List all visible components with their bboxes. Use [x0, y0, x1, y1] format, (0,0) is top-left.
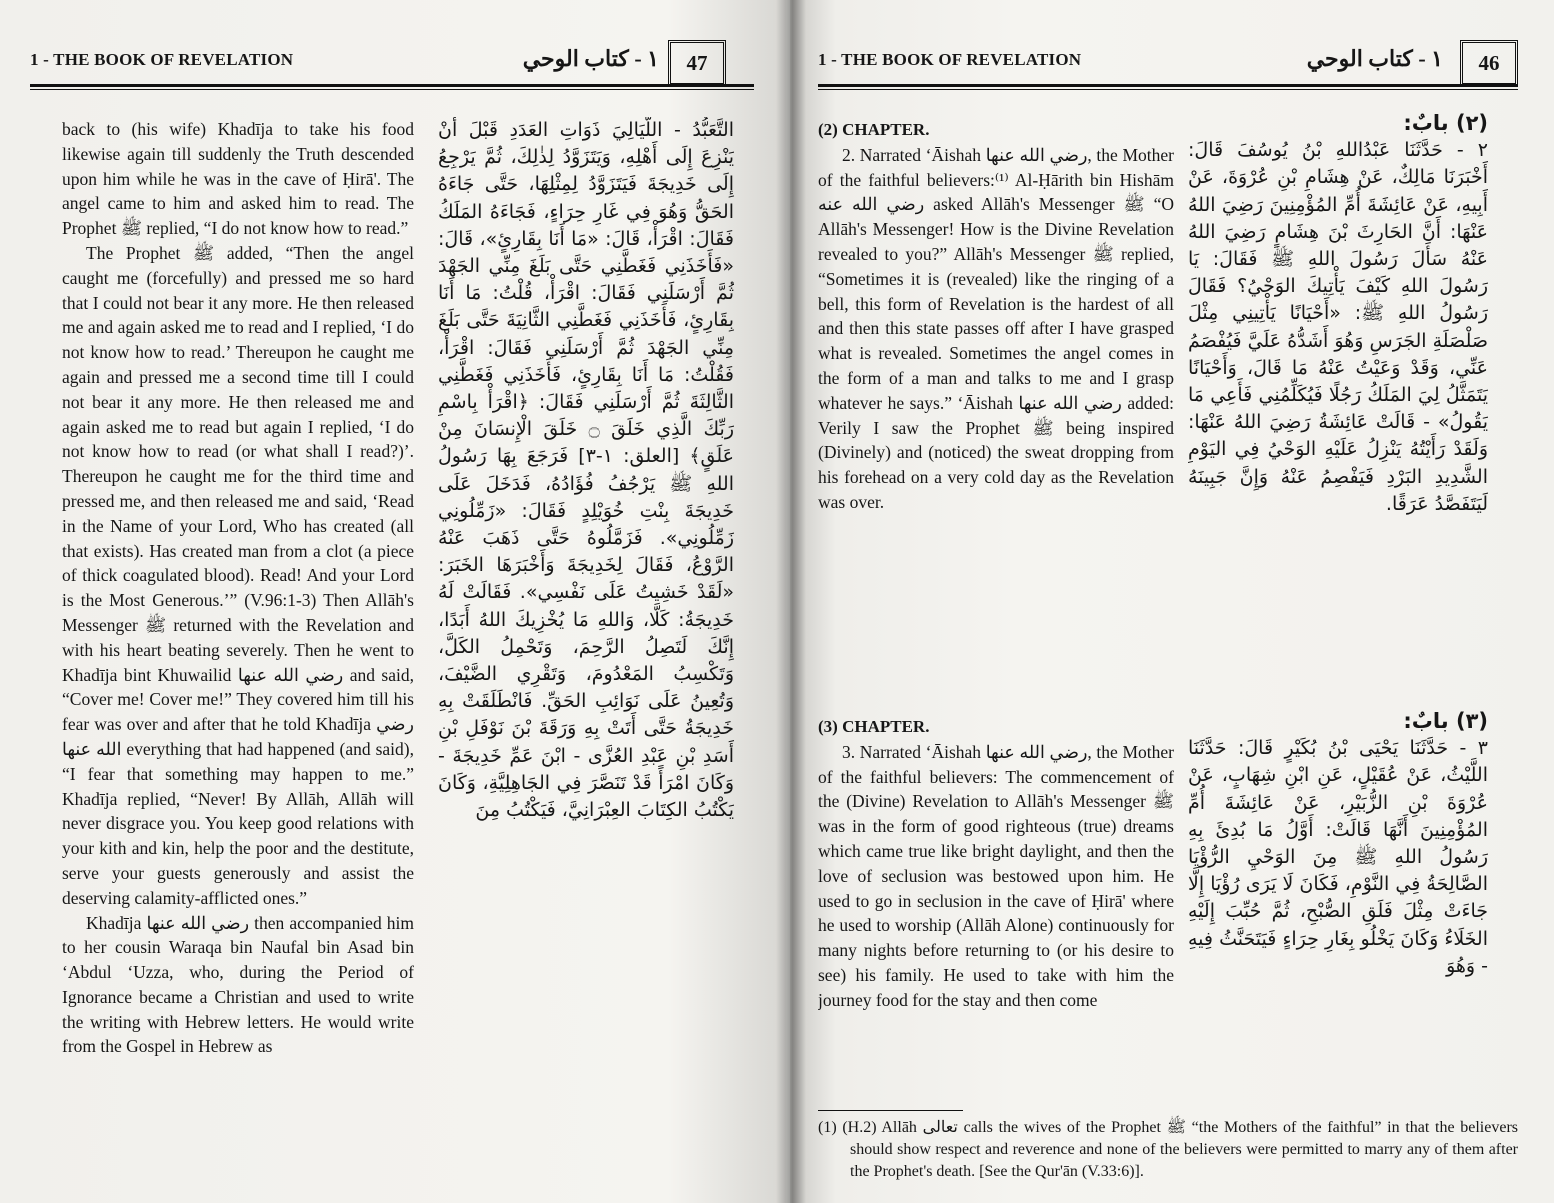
chapter-2-english: [818, 118, 1174, 588]
right-page-header: [818, 40, 1518, 90]
hadith-text-arabic: ٢ - حَدَّثَنَا عَبْدُاللهِ بْنُ يُوسُفَ قَالَ: أَخْبَرَنَا مَالِكٌ، عَنْ هِشَامِ بْنِ عُرْوَةَ، عَنْ أَبِيهِ، عَنْ عَائِشَةَ أُمِّ المُؤْمِنِينَ رَضِيَ اللهُ عَنْهَا: أَنَّ الحَارِثَ بْنَ هِشَامٍ رَضِيَ اللهُ عَنْهُ سَأَلَ رَسُولَ اللهِ ﷺ فَقَالَ: يَا رَسُولَ اللهِ كَيْفَ يَأْتِيكَ الوَحْيُ؟ فَقَالَ رَسُولُ اللهِ ﷺ: «أَحْيَانًا يَأْتِينِي مِثْلَ صَلْصَلَةِ الجَرَسِ وَهُوَ أَشَدُّهُ عَلَيَّ فَيُفْصَمُ عَنِّي، وَقَدْ وَعَيْتُ عَنْهُ مَا قَالَ، وَأَحْيَانًا يَتَمَثَّلُ لِيَ المَلَكُ رَجُلًا فَيُكَلِّمُنِي فَأَعِي مَا يَقُولُ» - قَالَتْ عَائِشَةُ رَضِيَ اللهُ عَنْهَا: وَلَقَدْ رَأَيْتُهُ يَنْزِلُ عَلَيْهِ الوَحْيُ فِي اليَوْمِ الشَّدِيدِ البَرْدِ فَيَفْصِمُ عَنْهُ وَإِنَّ جَبِينَهُ لَيَتَفَصَّدُ عَرَقًا.: [1188, 139, 1488, 515]
chapter-2-arabic: [1188, 110, 1488, 690]
english-paragraph: back to (his wife) Khadīja to take his food likewise again till suddenly the Truth descended upon him while he was in the cave of Ḥirā'. The angel came to him and asked him to read. The Prophet ﷺ replied, “I do not know how to read.”: [62, 119, 414, 239]
arabic-text: التَّعَبُّدُ - اللَّيَالِيَ ذَوَاتِ العَدَدِ قَبْلَ أَنْ يَنْزِعَ إِلَى أَهْلِهِ، وَيَتَزَوَّدُ لِذٰلِكَ، ثُمَّ يَرْجِعُ إِلَى خَدِيجَةَ فَيَتَزَوَّدُ لِمِثْلِهَا، حَتَّى جَاءَهُ الحَقُّ وَهُوَ فِي غَارِ حِرَاءٍ، فَجَاءَهُ المَلَكُ فَقَالَ: اقْرَأْ، قَالَ: «مَا أَنَا بِقَارِئٍ»، قَالَ: «فَأَخَذَنِي فَغَطَّنِي حَتَّى بَلَغَ مِنِّي الجَهْدَ ثُمَّ أَرْسَلَنِي فَقَالَ: اقْرَأْ، قُلْتُ: مَا أَنَا بِقَارِئٍ، فَأَخَذَنِي فَغَطَّنِي الثَّانِيَةَ حَتَّى بَلَغَ مِنِّي الجَهْدَ ثُمَّ أَرْسَلَنِي فَقَالَ: اقْرَأْ، فَقُلْتُ: مَا أَنَا بِقَارِئٍ، فَأَخَذَنِي فَغَطَّنِي الثَّالِثَةَ ثُمَّ أَرْسَلَنِي فَقَالَ: ﴿اقْرَأْ بِاسْمِ رَبِّكَ الَّذِي خَلَقَ ۝ خَلَقَ الْإِنسَانَ مِنْ عَلَقٍ﴾ [العلق: ١-٣] فَرَجَعَ بِهَا رَسُولُ اللهِ ﷺ يَرْجُفُ فُؤَادُهُ، فَدَخَلَ عَلَى خَدِيجَةَ بِنْتِ خُوَيْلِدٍ فَقَالَ: «زَمِّلُونِي زَمِّلُونِي». فَزَمَّلُوهُ حَتَّى ذَهَبَ عَنْهُ الرَّوْعُ، فَقَالَ لِخَدِيجَةَ وَأَخْبَرَهَا الخَبَرَ: «لَقَدْ خَشِيتُ عَلَى نَفْسِي». فَقَالَتْ لَهُ خَدِيجَةُ: كَلَّا، وَاللهِ مَا يُخْزِيكَ اللهُ أَبَدًا، إِنَّكَ لَتَصِلُ الرَّحِمَ، وَتَحْمِلُ الكَلَّ، وَتَكْسِبُ المَعْدُومَ، وَتَقْرِي الضَّيْفَ، وَتُعِينُ عَلَى نَوَائِبِ الحَقِّ. فَانْطَلَقَتْ بِهِ خَدِيجَةُ حَتَّى أَتَتْ بِهِ وَرَقَةَ بْنَ نَوْفَلِ بْنِ أَسَدِ بْنِ عَبْدِ العُزَّى - ابْنَ عَمِّ خَدِيجَةَ - وَكَانَ امْرَأً قَدْ تَنَصَّرَ فِي الجَاهِلِيَّةِ، وَكَانَ يَكْتُبُ الكِتَابَ العِبْرَانِيَّ، فَيَكْتُبُ مِنَ: [438, 119, 734, 822]
footnote-text: (1) (H.2) Allāh تعالى calls the wives of the Prophet ﷺ “the Mothers of the faithful” in that the believers should show respect and reverence and none of the believers were permitted to marry any of them after the Prophet's death. [See the Qur'ān (V.33:6)].: [818, 1119, 1519, 1180]
chapter-heading-arabic: (٢) بابٌ:: [1403, 111, 1488, 135]
header-rule: [30, 84, 754, 87]
running-title-arabic: ١ - كتاب الوحي: [1306, 46, 1443, 71]
header-rule-thin: [30, 89, 754, 90]
right-page: [790, 0, 1554, 1203]
footnote: [818, 1110, 1518, 1183]
running-title-english: 1 - THE BOOK OF REVELATION: [30, 50, 294, 69]
english-column: [62, 117, 414, 1177]
english-paragraph: Khadīja رضي الله عنها then accompanied him to her cousin Waraqa bin Naufal bin Asad bin ‘Abdul ‘Uzza, who, during the Period of Ignorance became a Christian and used to write the writing with Hebrew letters. He would write from the Gospel in Hebrew as: [62, 912, 414, 1057]
footnote-rule: [818, 1110, 963, 1111]
chapter-3-english: [818, 715, 1174, 1100]
header-rule-thin: [818, 89, 1518, 90]
header-rule: [818, 84, 1518, 87]
book-gutter: [776, 0, 806, 1203]
chapter-heading-arabic: (٣) بابٌ:: [1403, 709, 1488, 733]
english-paragraph: The Prophet ﷺ added, “Then the angel caught me (forcefully) and pressed me so hard that I could not bear it any more. He then released me and again asked me to read and I replied, ‘I do not know how to read.’ Thereupon he caught me again and pressed me a second time till I could not bear it any more. He then released me and again asked me to read but again I replied, ‘I do not know how to read (or what shall I read?)’. Thereupon he caught me for the third time and pressed me, and then released me and said, ‘Read in the Name of your Lord, Who has created (all that exists). Has created man from a clot (a piece of thick coagulated blood). Read! And your Lord is the Most Generous.’” (V.96:1-3) Then Allāh's Messenger ﷺ returned with the Revelation and with his heart beating severely. Then he went to Khadīja bint Khuwailid رضي الله عنها and said, “Cover me! Cover me!” They covered him till his fear was over and after that he told Khadīja رضي الله عنها everything that had happened (and said), “I fear that something may happen to me.” Khadīja replied, “Never! By Allāh, Allāh will never disgrace you. You keep good relations with your kith and kin, help the poor and the destitute, serve your guests generously and assist the deserving calamity-afflicted ones.”: [62, 242, 414, 908]
arabic-column: [438, 117, 734, 1177]
left-page-header: [30, 40, 754, 90]
hadith-text: 2. Narrated ‘Āishah رضي الله عنها, the Mother of the faithful believers:⁽¹⁾ Al-Ḥārith bin Hishām رضي الله عنه asked Allāh's Messenger ﷺ “O Allāh's Messenger! How is the Divine Revelation revealed to you?” Allāh's Messenger ﷺ replied, “Sometimes it is (revealed) like the ringing of a bell, this form of Revelation is the hardest of all and then this state passes off after I have grasped what is revealed. Sometimes the angel comes in the form of a man and talks to me and I grasp whatever he says.” ‘Āishah رضي الله عنها added: Verily I saw the Prophet ﷺ being inspired (Divinely) and (noticed) the sweat dropping from his forehead on a very cold day as the Revelation was over.: [818, 144, 1174, 512]
hadith-text: 3. Narrated ‘Āishah رضي الله عنها, the Mother of the faithful believers: The commencement of the (Divine) Revelation to Allāh's Messenger ﷺ was in the form of good righteous (true) dreams which came true like bright daylight, and then the love of seclusion was bestowed upon him. He used to go in seclusion in the cave of Ḥirā' where he used to worship (Allāh Alone) continuously for many nights before returning to (or his desire to see) his family. He used to take with him the journey food for the stay and then come: [818, 741, 1174, 1010]
chapter-3-arabic: [1188, 708, 1488, 1103]
chapter-heading: (2) CHAPTER.: [818, 120, 930, 139]
hadith-text-arabic: ٣ - حَدَّثَنَا يَحْيَى بْنُ بُكَيْرٍ قَالَ: حَدَّثَنَا اللَّيْثُ، عَنْ عُقَيْلٍ، عَنِ ابْنِ شِهَابٍ، عَنْ عُرْوَةَ بْنِ الزُّبَيْرِ، عَنْ عَائِشَةَ أُمِّ المُؤْمِنِينَ أَنَّهَا قَالَتْ: أَوَّلُ مَا بُدِئَ بِهِ رَسُولُ اللهِ ﷺ مِنَ الوَحْيِ الرُّؤْيَا الصَّالِحَةُ فِي النَّوْمِ، فَكَانَ لَا يَرَى رُؤْيَا إِلَّا جَاءَتْ مِثْلَ فَلَقِ الصُّبْحِ، ثُمَّ حُبِّبَ إِلَيْهِ الخَلَاءُ وَكَانَ يَخْلُو بِغَارِ حِرَاءٍ فَيَتَحَنَّثُ فِيهِ - وَهُوَ: [1188, 737, 1488, 977]
page-number: 46: [1460, 40, 1518, 86]
page-number: 47: [668, 40, 726, 86]
running-title-english: 1 - THE BOOK OF REVELATION: [818, 50, 1082, 69]
running-title-arabic: ١ - كتاب الوحي: [522, 46, 659, 71]
chapter-heading: (3) CHAPTER.: [818, 717, 930, 736]
